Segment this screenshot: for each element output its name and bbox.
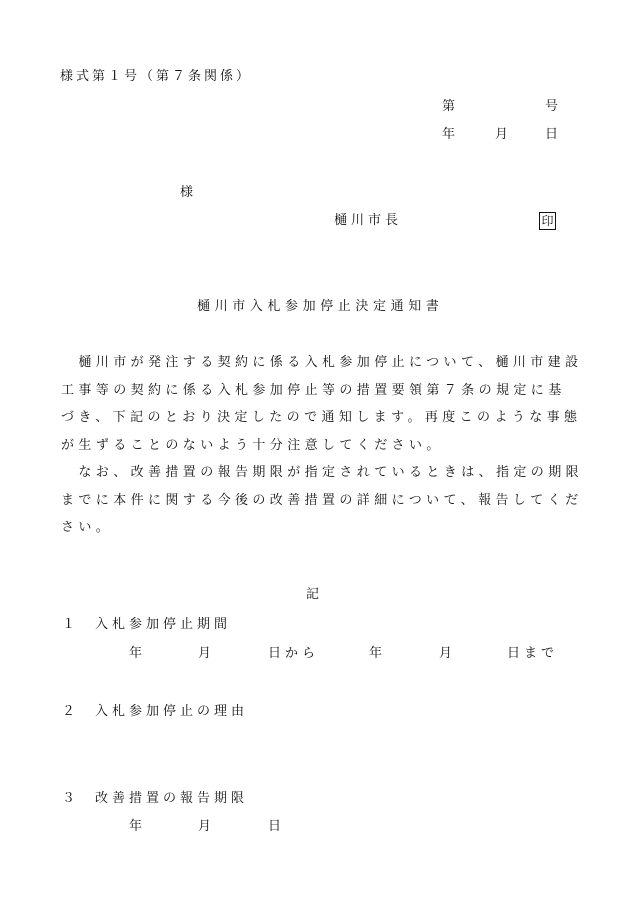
body-line: づき、下記のとおり決定したので通知します。再度このような事態	[61, 410, 582, 425]
body-line: 樋川市が発注する契約に係る入札参加停止について、樋川市建設	[61, 355, 583, 370]
period-year-1: 年	[129, 646, 147, 661]
ki-heading: 記	[306, 587, 324, 602]
body-line: さい。	[61, 520, 114, 535]
period-month-2: 月	[439, 646, 457, 661]
period-year-2: 年	[369, 646, 387, 661]
deadline-day: 日	[268, 819, 286, 834]
period-month-1: 月	[198, 646, 216, 661]
issuer-name: 樋川市長	[334, 213, 403, 228]
doc-number-prefix: 第	[442, 99, 460, 114]
item-2-number: ２	[62, 704, 80, 719]
item-1-label: 入札参加停止期間	[95, 617, 232, 632]
date-day: 日	[545, 127, 563, 142]
item-2-label: 入札参加停止の理由	[95, 704, 249, 719]
doc-number-suffix: 号	[545, 99, 563, 114]
item-3-label: 改善措置の報告期限	[95, 791, 249, 806]
body-paragraph-2	[61, 459, 584, 542]
item-3-number: ３	[62, 791, 80, 806]
item-1-number: １	[62, 617, 80, 632]
deadline-year: 年	[129, 819, 147, 834]
document-title: 樋川市入札参加停止決定通知書	[197, 299, 444, 314]
date-month: 月	[495, 127, 513, 142]
body-line: までに本件に関する今後の改善措置の詳細について、報告してくだ	[61, 492, 583, 508]
body-paragraph-1	[61, 349, 583, 459]
body-line: 工事等の契約に係る入札参加停止等の措置要領第７条の規定に基	[61, 382, 566, 398]
addressee-suffix: 様	[180, 185, 198, 200]
seal-mark: 印	[539, 212, 556, 230]
form-number: 様式第１号（第７条関係）	[60, 69, 253, 84]
date-year: 年	[442, 127, 460, 142]
period-day-from: 日から	[268, 646, 320, 661]
body-line: なお、改善措置の報告期限が指定されているときは、指定の期限	[61, 465, 584, 480]
period-day-to: 日まで	[507, 646, 559, 661]
body-line: が生ずることのないよう十分注意してください。	[61, 437, 444, 453]
deadline-month: 月	[198, 819, 216, 834]
